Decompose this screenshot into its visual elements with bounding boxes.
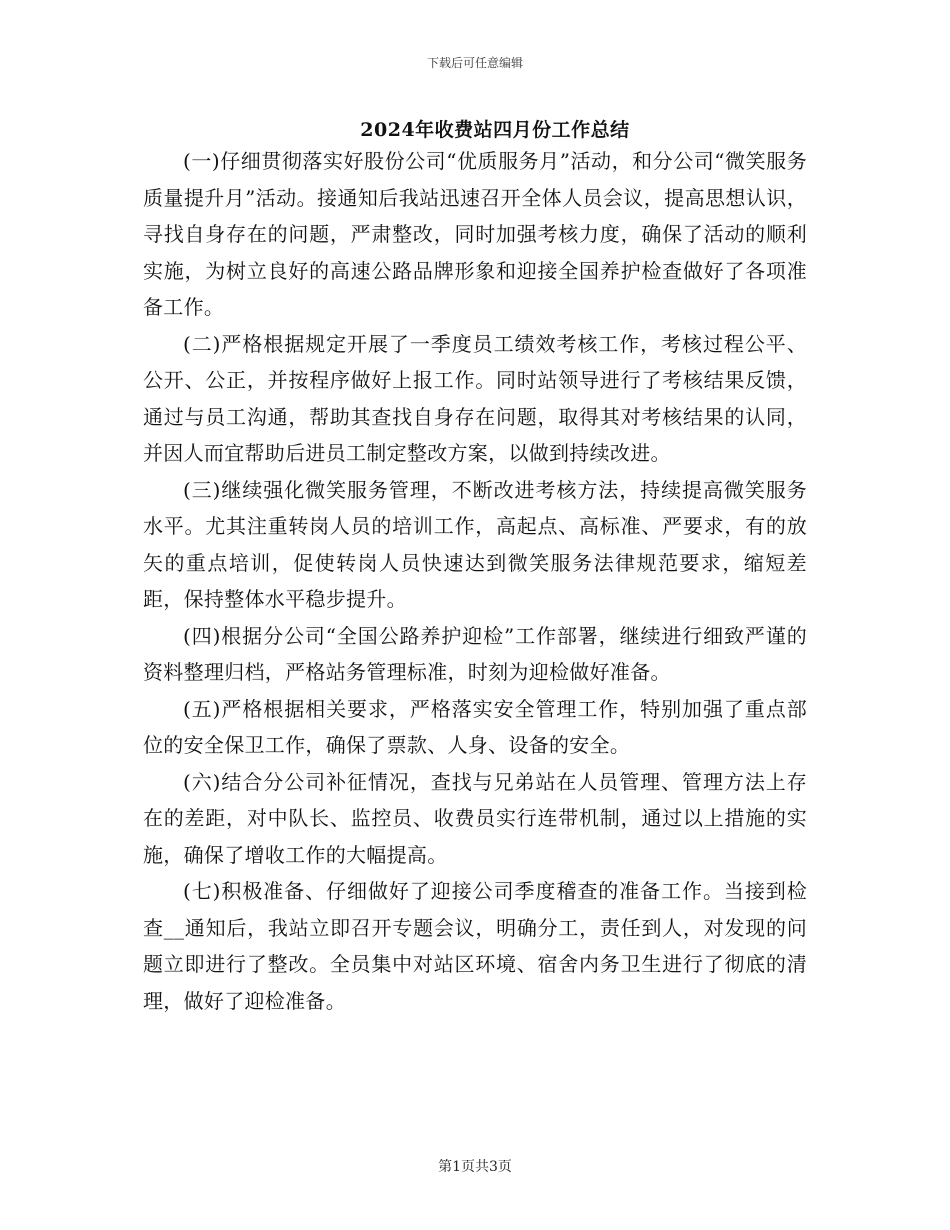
document-body <box>143 143 807 1019</box>
paragraph-5: (五)严格根据相关要求，严格落实安全管理工作，特别加强了重点部位的安全保卫工作，确保了票款、人身、设备的安全。 <box>143 696 807 757</box>
paragraph-3: (三)继续强化微笑服务管理，不断改进考核方法，持续提高微笑服务水平。尤其注重转岗人员的培训工作，高起点、高标准、严要求，有的放矢的重点培训，促使转岗人员快速达到微笑服务法律规范要求，缩短差距，保持整体水平稳步提升。 <box>143 477 807 611</box>
header-note: 下载后可任意编辑 <box>426 56 523 70</box>
paragraph-6: (六)结合分公司补征情况，查找与兄弟站在人员管理、管理方法上存在的差距，对中队长、监控员、收费员实行连带机制，通过以上措施的实施，确保了增收工作的大幅提高。 <box>143 769 807 867</box>
document-title: 2024年收费站四月份工作总结 <box>360 119 630 141</box>
paragraph-1: (一)仔细贯彻落实好股份公司“优质服务月”活动，和分公司“微笑服务质量提升月”活动。接通知后我站迅速召开全体人员会议，提高思想认识，寻找自身存在的问题，严肃整改，同时加强考核力度，确保了活动的顺利实施，为树立良好的高速公路品牌形象和迎接全国养护检查做好了各项准备工作。 <box>143 149 807 319</box>
paragraph-7: (七)积极准备、仔细做好了迎接公司季度稽查的准备工作。当接到检查__通知后，我站立即召开专题会议，明确分工，责任到人，对发现的问题立即进行了整改。全员集中对站区环境、宿舍内务卫生进行了彻底的清理，做好了迎检准备。 <box>143 879 807 1013</box>
paragraph-2: (二)严格根据规定开展了一季度员工绩效考核工作，考核过程公平、公开、公正，并按程序做好上报工作。同时站领导进行了考核结果反馈，通过与员工沟通，帮助其查找自身存在问题，取得其对考核结果的认同，并因人而宜帮助后进员工制定整改方案，以做到持续改进。 <box>143 331 807 465</box>
page-indicator: 第1页共3页 <box>438 1159 512 1175</box>
paragraph-4: (四)根据分公司“全国公路养护迎检”工作部署，继续进行细致严谨的资料整理归档，严格站务管理标准，时刻为迎检做好准备。 <box>143 623 807 684</box>
